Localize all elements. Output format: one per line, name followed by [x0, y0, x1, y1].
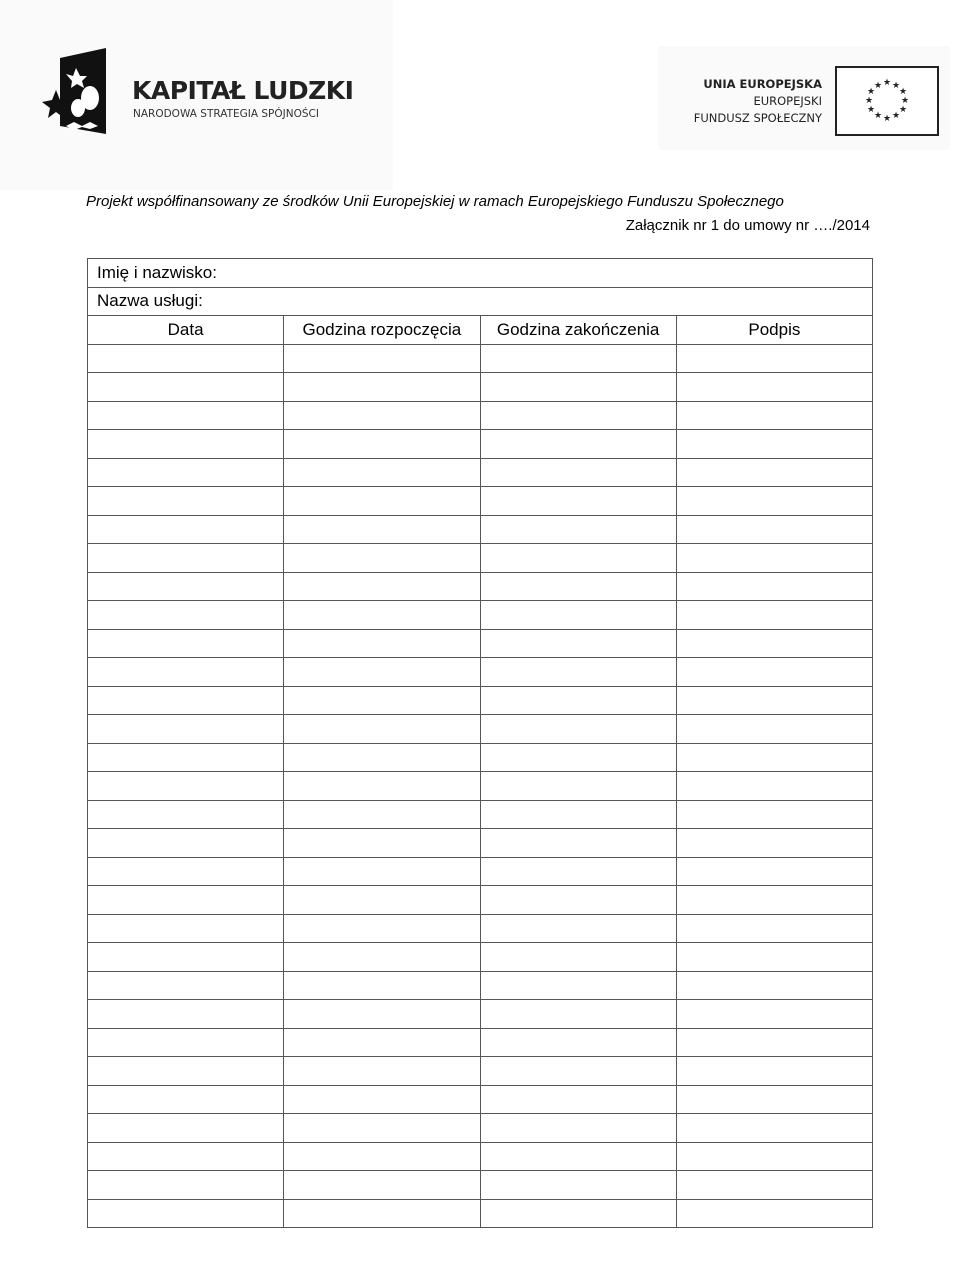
entry-end-time-cell[interactable] — [480, 715, 676, 744]
svg-text:★: ★ — [873, 81, 883, 91]
entry-date-cell[interactable] — [88, 458, 284, 487]
entry-date-cell[interactable] — [88, 572, 284, 601]
entry-date-cell[interactable] — [88, 715, 284, 744]
entry-start-time-cell[interactable] — [284, 430, 480, 459]
ue-logo-text — [694, 76, 822, 127]
entry-row — [88, 1142, 873, 1171]
svg-text:★: ★ — [900, 96, 910, 106]
entry-start-time-cell[interactable] — [284, 1199, 480, 1228]
entry-row — [88, 772, 873, 801]
entry-end-time-cell[interactable] — [480, 544, 676, 573]
entry-date-cell[interactable] — [88, 943, 284, 972]
entry-date-cell[interactable] — [88, 857, 284, 886]
entry-start-time-cell[interactable] — [284, 914, 480, 943]
entry-signature-cell[interactable] — [676, 1057, 872, 1086]
entry-end-time-cell[interactable] — [480, 458, 676, 487]
entry-end-time-cell[interactable] — [480, 1142, 676, 1171]
entry-row — [88, 800, 873, 829]
entry-signature-cell[interactable] — [676, 458, 872, 487]
ue-logo-line1: UNIA EUROPEJSKA — [703, 77, 822, 91]
entry-row — [88, 515, 873, 544]
entry-start-time-cell[interactable] — [284, 1171, 480, 1200]
entry-signature-cell[interactable] — [676, 686, 872, 715]
column-header-end-time: Godzina zakończenia — [480, 316, 676, 345]
entry-signature-cell[interactable] — [676, 1085, 872, 1114]
entry-end-time-cell[interactable] — [480, 515, 676, 544]
entry-row — [88, 344, 873, 373]
entry-end-time-cell[interactable] — [480, 1171, 676, 1200]
entry-signature-cell[interactable] — [676, 1000, 872, 1029]
entry-row — [88, 715, 873, 744]
entry-start-time-cell[interactable] — [284, 487, 480, 516]
entry-start-time-cell[interactable] — [284, 800, 480, 829]
entry-start-time-cell[interactable] — [284, 857, 480, 886]
entry-end-time-cell[interactable] — [480, 743, 676, 772]
entry-end-time-cell[interactable] — [480, 686, 676, 715]
entry-start-time-cell[interactable] — [284, 772, 480, 801]
entry-signature-cell[interactable] — [676, 487, 872, 516]
entry-date-cell[interactable] — [88, 430, 284, 459]
svg-text:★: ★ — [873, 111, 883, 121]
kapital-ludzki-logo — [0, 0, 393, 190]
name-label[interactable]: Imię i nazwisko: — [88, 259, 873, 288]
entry-row — [88, 886, 873, 915]
entry-start-time-cell[interactable] — [284, 1085, 480, 1114]
entry-signature-cell[interactable] — [676, 715, 872, 744]
entry-end-time-cell[interactable] — [480, 829, 676, 858]
column-header-signature: Podpis — [676, 316, 872, 345]
entry-date-cell[interactable] — [88, 772, 284, 801]
entry-row — [88, 829, 873, 858]
entry-signature-cell[interactable] — [676, 829, 872, 858]
entry-signature-cell[interactable] — [676, 601, 872, 630]
entry-date-cell[interactable] — [88, 800, 284, 829]
entry-signature-cell[interactable] — [676, 857, 872, 886]
attendance-table — [87, 258, 873, 1228]
ue-logo-line2: EUROPEJSKI — [753, 94, 822, 108]
entry-start-time-cell[interactable] — [284, 401, 480, 430]
entry-signature-cell[interactable] — [676, 658, 872, 687]
entry-date-cell[interactable] — [88, 1171, 284, 1200]
entry-date-cell[interactable] — [88, 686, 284, 715]
entry-end-time-cell[interactable] — [480, 401, 676, 430]
entry-signature-cell[interactable] — [676, 629, 872, 658]
attachment-reference: Załącznik nr 1 do umowy nr …./2014 — [625, 217, 870, 234]
service-row — [88, 287, 873, 316]
entry-start-time-cell[interactable] — [284, 344, 480, 373]
entry-signature-cell[interactable] — [676, 743, 872, 772]
kapital-ludzki-subtitle: NARODOWA STRATEGIA SPÓJNOŚCI — [133, 108, 319, 120]
svg-text:★: ★ — [866, 87, 876, 97]
entry-date-cell[interactable] — [88, 1057, 284, 1086]
entry-row — [88, 572, 873, 601]
entry-date-cell[interactable] — [88, 743, 284, 772]
entry-start-time-cell[interactable] — [284, 743, 480, 772]
entry-start-time-cell[interactable] — [284, 629, 480, 658]
entry-date-cell[interactable] — [88, 914, 284, 943]
entry-date-cell[interactable] — [88, 515, 284, 544]
entry-signature-cell[interactable] — [676, 943, 872, 972]
entry-signature-cell[interactable] — [676, 1114, 872, 1143]
entry-row — [88, 971, 873, 1000]
entry-row — [88, 1199, 873, 1228]
entry-end-time-cell[interactable] — [480, 629, 676, 658]
svg-text:★: ★ — [864, 96, 874, 106]
entry-signature-cell[interactable] — [676, 971, 872, 1000]
svg-text:★: ★ — [898, 87, 908, 97]
entry-row — [88, 1085, 873, 1114]
entry-end-time-cell[interactable] — [480, 971, 676, 1000]
entry-date-cell[interactable] — [88, 629, 284, 658]
entry-date-cell[interactable] — [88, 344, 284, 373]
name-row — [88, 259, 873, 288]
entry-start-time-cell[interactable] — [284, 943, 480, 972]
entry-row — [88, 373, 873, 402]
svg-text:★: ★ — [891, 81, 901, 91]
entry-signature-cell[interactable] — [676, 914, 872, 943]
entry-row — [88, 601, 873, 630]
entry-end-time-cell[interactable] — [480, 1057, 676, 1086]
entry-row — [88, 487, 873, 516]
entry-end-time-cell[interactable] — [480, 487, 676, 516]
entry-end-time-cell[interactable] — [480, 430, 676, 459]
entry-start-time-cell[interactable] — [284, 373, 480, 402]
entry-row — [88, 914, 873, 943]
kapital-ludzki-title: KAPITAŁ LUDZKI — [132, 76, 354, 105]
entry-start-time-cell[interactable] — [284, 886, 480, 915]
entry-end-time-cell[interactable] — [480, 1199, 676, 1228]
entry-date-cell[interactable] — [88, 1000, 284, 1029]
entry-row — [88, 1000, 873, 1029]
entry-date-cell[interactable] — [88, 401, 284, 430]
entry-signature-cell[interactable] — [676, 1142, 872, 1171]
entry-row — [88, 658, 873, 687]
entry-end-time-cell[interactable] — [480, 1028, 676, 1057]
entry-start-time-cell[interactable] — [284, 1142, 480, 1171]
entry-row — [88, 458, 873, 487]
entry-signature-cell[interactable] — [676, 515, 872, 544]
entry-row — [88, 686, 873, 715]
entry-start-time-cell[interactable] — [284, 1114, 480, 1143]
entry-end-time-cell[interactable] — [480, 886, 676, 915]
entry-start-time-cell[interactable] — [284, 715, 480, 744]
entry-end-time-cell[interactable] — [480, 772, 676, 801]
entry-row — [88, 857, 873, 886]
entry-signature-cell[interactable] — [676, 772, 872, 801]
entry-signature-cell[interactable] — [676, 1199, 872, 1228]
svg-text:★: ★ — [898, 105, 908, 115]
entry-start-time-cell[interactable] — [284, 971, 480, 1000]
entry-end-time-cell[interactable] — [480, 1000, 676, 1029]
entry-row — [88, 430, 873, 459]
entry-end-time-cell[interactable] — [480, 943, 676, 972]
eu-flag-icon — [835, 66, 939, 136]
entry-row — [88, 1171, 873, 1200]
entry-start-time-cell[interactable] — [284, 829, 480, 858]
ue-logo-line3: FUNDUSZ SPOŁECZNY — [693, 111, 822, 125]
entry-date-cell[interactable] — [88, 487, 284, 516]
entry-signature-cell[interactable] — [676, 1028, 872, 1057]
entry-signature-cell[interactable] — [676, 800, 872, 829]
entry-start-time-cell[interactable] — [284, 1057, 480, 1086]
entry-signature-cell[interactable] — [676, 886, 872, 915]
entry-signature-cell[interactable] — [676, 1171, 872, 1200]
entry-start-time-cell[interactable] — [284, 458, 480, 487]
entry-start-time-cell[interactable] — [284, 1000, 480, 1029]
entry-date-cell[interactable] — [88, 971, 284, 1000]
entry-end-time-cell[interactable] — [480, 658, 676, 687]
entry-signature-cell[interactable] — [676, 344, 872, 373]
entry-start-time-cell[interactable] — [284, 572, 480, 601]
entry-end-time-cell[interactable] — [480, 1085, 676, 1114]
entry-start-time-cell[interactable] — [284, 515, 480, 544]
entry-row — [88, 943, 873, 972]
entry-date-cell[interactable] — [88, 829, 284, 858]
entry-date-cell[interactable] — [88, 1085, 284, 1114]
entry-row — [88, 544, 873, 573]
entry-row — [88, 1114, 873, 1143]
entry-signature-cell[interactable] — [676, 430, 872, 459]
entry-start-time-cell[interactable] — [284, 544, 480, 573]
entry-date-cell[interactable] — [88, 1114, 284, 1143]
entry-date-cell[interactable] — [88, 1199, 284, 1228]
entry-end-time-cell[interactable] — [480, 373, 676, 402]
entry-end-time-cell[interactable] — [480, 601, 676, 630]
entry-signature-cell[interactable] — [676, 373, 872, 402]
entry-row — [88, 1028, 873, 1057]
entry-start-time-cell[interactable] — [284, 658, 480, 687]
entry-start-time-cell[interactable] — [284, 686, 480, 715]
entry-end-time-cell[interactable] — [480, 914, 676, 943]
svg-text:★: ★ — [891, 111, 901, 121]
entry-row — [88, 401, 873, 430]
entry-end-time-cell[interactable] — [480, 344, 676, 373]
svg-text:★: ★ — [882, 114, 892, 124]
entry-signature-cell[interactable] — [676, 572, 872, 601]
column-header-data: Data — [88, 316, 284, 345]
entry-signature-cell[interactable] — [676, 544, 872, 573]
unia-europejska-logo — [658, 46, 950, 150]
kapital-ludzki-emblem-icon — [40, 46, 114, 136]
service-label[interactable]: Nazwa usługi: — [88, 287, 873, 316]
entry-date-cell[interactable] — [88, 658, 284, 687]
entry-date-cell[interactable] — [88, 886, 284, 915]
entry-start-time-cell[interactable] — [284, 601, 480, 630]
entry-row — [88, 743, 873, 772]
entry-signature-cell[interactable] — [676, 401, 872, 430]
entry-end-time-cell[interactable] — [480, 572, 676, 601]
entry-date-cell[interactable] — [88, 1142, 284, 1171]
column-header-row — [88, 316, 873, 345]
entry-row — [88, 1057, 873, 1086]
entry-start-time-cell[interactable] — [284, 1028, 480, 1057]
column-header-start-time: Godzina rozpoczęcia — [284, 316, 480, 345]
entry-date-cell[interactable] — [88, 373, 284, 402]
svg-text:★: ★ — [882, 78, 892, 88]
svg-text:★: ★ — [866, 105, 876, 115]
entry-date-cell[interactable] — [88, 601, 284, 630]
projekt-cofinancing-note: Projekt współfinansowany ze środków Unii Europejskiej w ramach Europejskiego Funduszu Społecznego — [86, 193, 784, 210]
entry-end-time-cell[interactable] — [480, 1114, 676, 1143]
entry-date-cell[interactable] — [88, 544, 284, 573]
entry-end-time-cell[interactable] — [480, 857, 676, 886]
entry-end-time-cell[interactable] — [480, 800, 676, 829]
entry-row — [88, 629, 873, 658]
entry-date-cell[interactable] — [88, 1028, 284, 1057]
